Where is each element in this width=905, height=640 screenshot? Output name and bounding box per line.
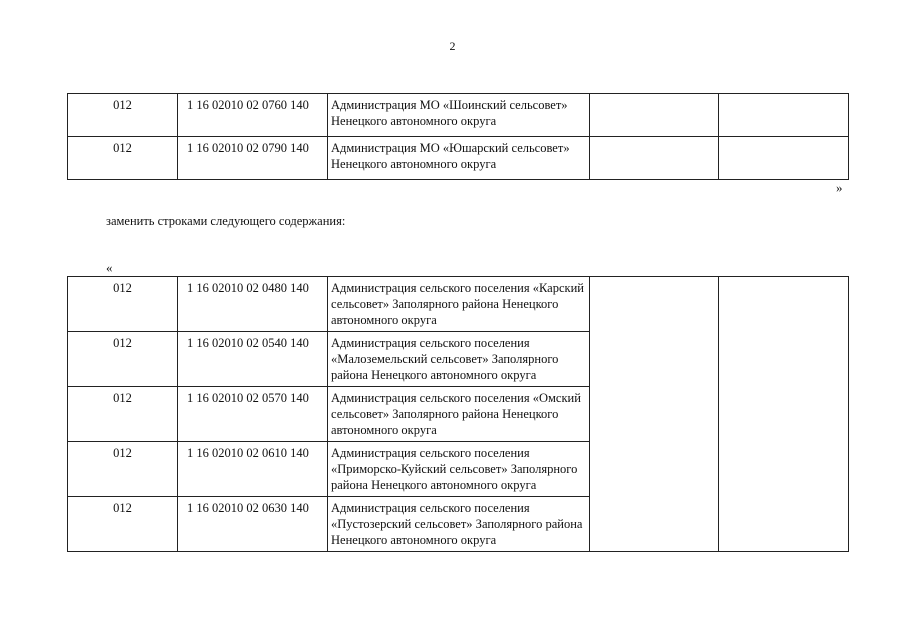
page-number: 2 bbox=[449, 39, 456, 53]
admin-name-cell: Администрация сельского поселения «Малоземельский сельсовет» Заполярного района Ненецкого автономного округа bbox=[328, 332, 590, 387]
table-row bbox=[68, 137, 849, 180]
kbk-cell: 1 16 02010 02 0610 140 bbox=[178, 442, 328, 497]
merged-empty-cell bbox=[590, 277, 719, 552]
merged-empty-cell bbox=[719, 277, 849, 552]
empty-cell bbox=[590, 94, 719, 137]
admin-name-cell: Администрация сельского поселения «Пустозерский сельсовет» Заполярного района Ненецкого автономного округа bbox=[328, 497, 590, 552]
admin-code-cell: 012 bbox=[68, 497, 178, 552]
table-old-rows bbox=[67, 93, 849, 180]
kbk-cell: 1 16 02010 02 0540 140 bbox=[178, 332, 328, 387]
admin-name-cell: Администрация МО «Шоинский сельсовет» Ненецкого автономного округа bbox=[328, 94, 590, 137]
closing-quote-mark: » bbox=[836, 180, 843, 195]
kbk-cell: 1 16 02010 02 0480 140 bbox=[178, 277, 328, 332]
empty-cell bbox=[719, 137, 849, 180]
empty-cell bbox=[719, 94, 849, 137]
opening-quote-mark: « bbox=[106, 260, 113, 275]
admin-code-cell: 012 bbox=[68, 137, 178, 180]
kbk-cell: 1 16 02010 02 0760 140 bbox=[178, 94, 328, 137]
empty-cell bbox=[590, 137, 719, 180]
kbk-cell: 1 16 02010 02 0790 140 bbox=[178, 137, 328, 180]
admin-code-cell: 012 bbox=[68, 442, 178, 497]
table-row bbox=[68, 277, 849, 332]
admin-name-cell: Администрация сельского поселения «Приморско-Куйский сельсовет» Заполярного района Ненецкого автономного округа bbox=[328, 442, 590, 497]
admin-name-cell: Администрация МО «Юшарский сельсовет» Ненецкого автономного округа bbox=[328, 137, 590, 180]
admin-code-cell: 012 bbox=[68, 277, 178, 332]
replace-instruction: заменить строками следующего содержания: bbox=[106, 214, 346, 228]
admin-code-cell: 012 bbox=[68, 94, 178, 137]
kbk-cell: 1 16 02010 02 0570 140 bbox=[178, 387, 328, 442]
admin-name-cell: Администрация сельского поселения «Омский сельсовет» Заполярного района Ненецкого автономного округа bbox=[328, 387, 590, 442]
table-new-rows bbox=[67, 276, 849, 552]
admin-code-cell: 012 bbox=[68, 387, 178, 442]
admin-name-cell: Администрация сельского поселения «Карский сельсовет» Заполярного района Ненецкого автономного округа bbox=[328, 277, 590, 332]
kbk-cell: 1 16 02010 02 0630 140 bbox=[178, 497, 328, 552]
admin-code-cell: 012 bbox=[68, 332, 178, 387]
table-row bbox=[68, 94, 849, 137]
